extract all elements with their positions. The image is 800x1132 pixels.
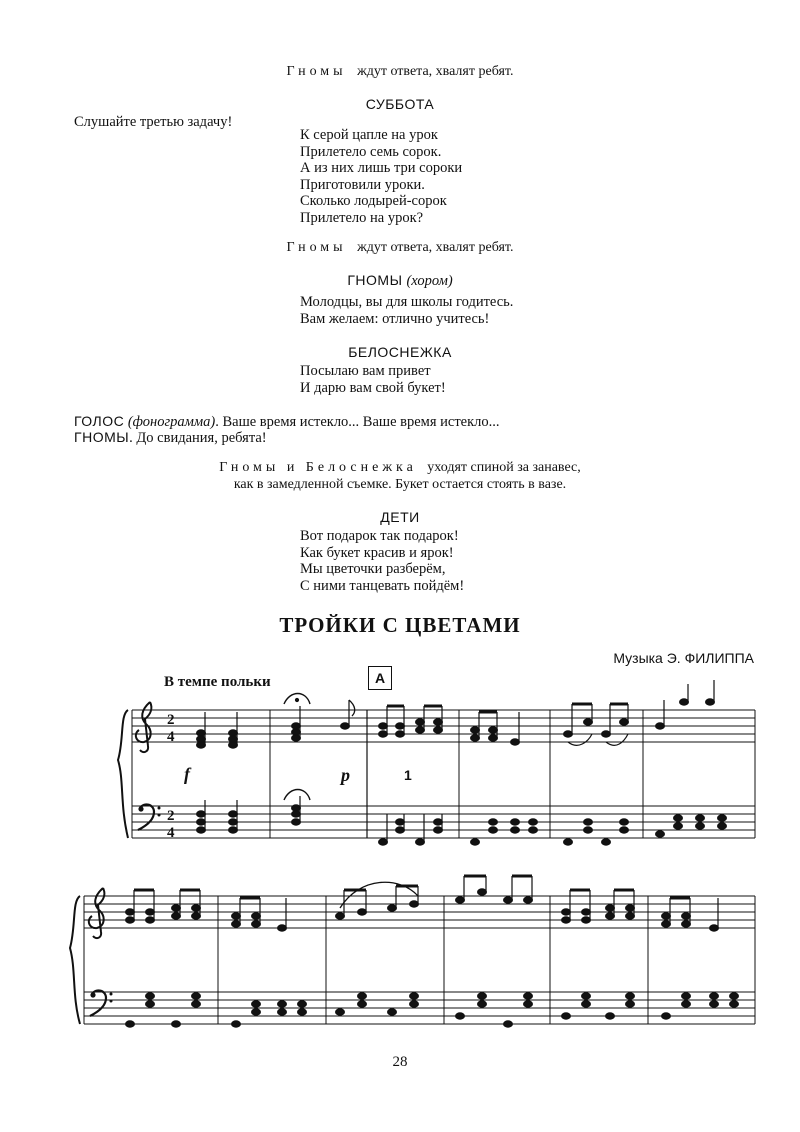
verse-line: Как букет красив и ярок! [300, 544, 454, 561]
heading-snowwhite: БЕЛОСНЕЖКА [348, 344, 452, 360]
notes-1 [197, 680, 727, 845]
speaker-note: (фонограмма) [127, 414, 216, 430]
time-signature [167, 712, 175, 841]
remark-text: ждут ответа, хвалят ребят. [357, 240, 514, 255]
remark-text: уходят спиной за занавес, [427, 460, 581, 475]
verse-line: Посылаю вам привет [300, 363, 431, 379]
verse-line: Вам желаем: отлично учитесь! [300, 310, 490, 327]
speaker-name: ГОЛОС [74, 413, 125, 429]
bass-clef-icon [90, 991, 113, 1016]
voice-text: . Ваше время истекло... Ваше время истекло... [215, 414, 500, 430]
notes-2 [126, 876, 739, 1027]
time-sig-numerator: 2 [167, 808, 175, 824]
speaker-name: ГНОМЫ [74, 429, 130, 445]
grand-staff-brace [70, 896, 80, 1024]
time-sig-denominator: 4 [167, 729, 175, 745]
page-number: 28 [392, 1054, 408, 1070]
barlines-2 [84, 896, 755, 1024]
system-1 [118, 680, 755, 845]
composer: Музыка Э. ФИЛИППА [613, 650, 754, 666]
rehearsal-mark: A [368, 666, 392, 690]
verse-line: Приготовили уроки. [300, 176, 425, 193]
stage-remark-3-cont: как в замедленной съемке. Букет остается стоять в вазе. [233, 477, 567, 492]
remark-names: Гномы [286, 240, 347, 255]
saturday-intro: Слушайте третью задачу! [74, 114, 233, 130]
remark-text: ждут ответа, хвалят ребят. [357, 64, 514, 79]
dynamic-piano: p [341, 765, 350, 785]
tempo-marking: В темпе польки [164, 674, 271, 690]
speaker-name: ГНОМЫ [347, 272, 403, 288]
verse-line: И дарю вам свой букет! [300, 379, 446, 396]
speaker-note: (хором) [406, 273, 453, 289]
remark-names: Гномы [286, 64, 347, 79]
verse-line: Вот подарок так подарок! [300, 528, 459, 544]
verse-line: С ними танцевать пойдём! [300, 577, 465, 594]
heading-saturday: СУББОТА [365, 96, 435, 112]
verse-line: Прилетело семь сорок. [300, 143, 442, 160]
bass-clef-icon [138, 805, 161, 830]
verse-line: А из них лишь три сороки [300, 160, 463, 176]
verse-line: Молодцы, вы для школы годитесь. [300, 294, 514, 310]
verse-line: Прилетело на урок? [300, 209, 424, 226]
bass-staff-2 [84, 992, 755, 1024]
verse-line: К серой цапле на урок [300, 127, 438, 143]
farewell-text: . До свидания, ребята! [129, 430, 267, 446]
remark-names: Гномы и Белоснежка [219, 460, 417, 475]
fingering: 1 [404, 767, 412, 783]
verse-line: Мы цветочки разберём, [300, 561, 446, 577]
treble-staff-2 [84, 896, 755, 928]
time-sig-numerator: 2 [167, 712, 175, 728]
score-title: ТРОЙКИ С ЦВЕТАМИ [279, 613, 521, 637]
grand-staff-brace [118, 710, 128, 838]
verse-line: Сколько лодырей-сорок [300, 193, 447, 209]
dynamic-forte: f [184, 764, 190, 784]
time-sig-denominator: 4 [167, 825, 175, 841]
heading-children: ДЕТИ [380, 509, 420, 525]
system-2 [70, 876, 755, 1027]
